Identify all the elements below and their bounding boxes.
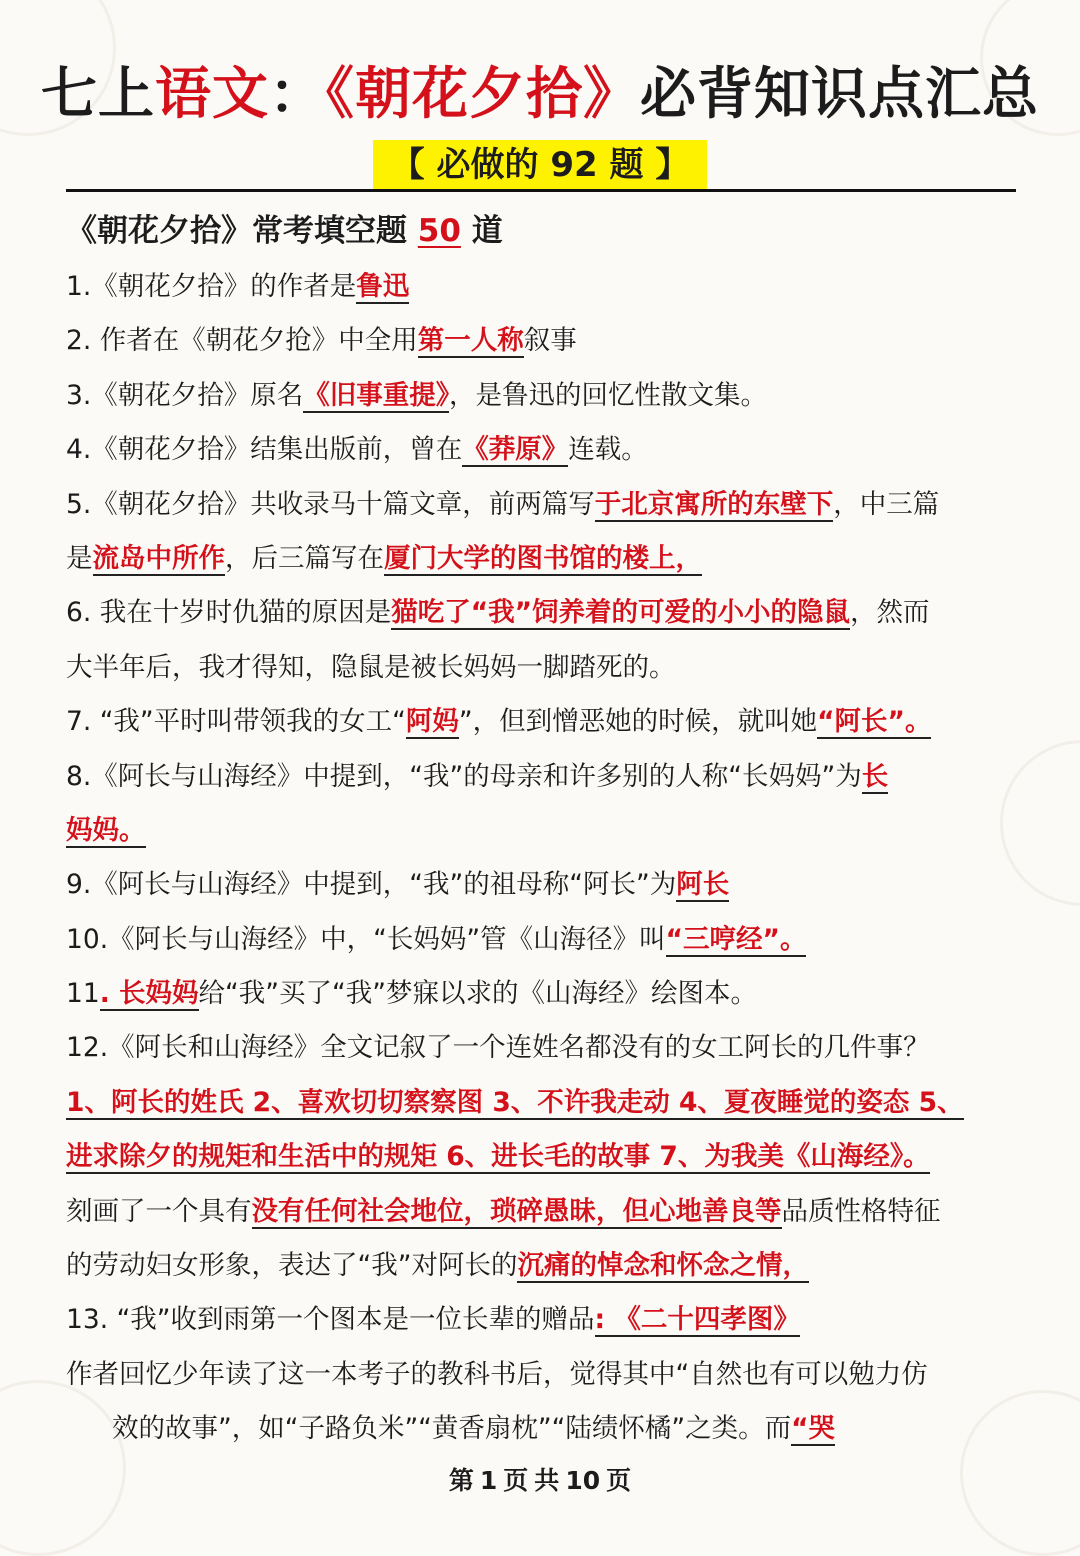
answer: “阿长”。	[817, 706, 932, 738]
question-12-answer-2	[66, 1132, 1016, 1186]
answer: 妈妈。	[66, 814, 146, 846]
answer: . 长妈妈	[99, 978, 199, 1010]
answer: 进求除夕的规矩和生活中的规矩 6、进长毛的故事 7、为我美《山海经》。	[66, 1141, 930, 1173]
answer: 沉痛的悼念和怀念之情，	[517, 1250, 809, 1282]
question-count: 50	[417, 213, 461, 249]
question-9: 9.《阿长与山海经》中提到，“我”的祖母称“阿长”为阿长	[66, 869, 730, 901]
question-list	[66, 262, 1016, 1459]
answer: 《莽原》	[462, 434, 569, 466]
question-7: 7. “我”平时叫带领我的女工“阿妈”，但到憎恶她的时候，就叫她“阿长”。	[66, 706, 932, 738]
answer: 阿妈	[405, 706, 459, 738]
question-5: 5.《朝花夕拾》共收录马十篇文章，前两篇写于北京寓所的东壁下，中三篇	[66, 488, 940, 520]
answer: 厦门大学的图书馆的楼上，	[384, 542, 702, 574]
answer: 没有任何社会地位，琐碎愚昧，但心地善良等	[251, 1195, 782, 1227]
answer: 于北京寓所的东壁下	[594, 488, 834, 520]
question-12: 12.《阿长和山海经》全文记叙了一个连姓名都没有的女工阿长的几件事？	[66, 1032, 930, 1064]
answer: 猫吃了“我”饲养着的可爱的小小的隐鼠	[391, 597, 851, 629]
current-page: 1	[479, 1466, 498, 1495]
question-13-continued: 作者回忆少年读了这一本考子的教科书后，觉得其中“自然也有可以勉力仿	[66, 1358, 928, 1390]
answer: 流岛中所作	[92, 542, 225, 574]
question-13: 13. “我”收到雨第一个图本是一位长辈的赠品: 《二十四孝图》	[66, 1304, 800, 1336]
question-13-continued-2: 效的故事”，如“子路负米”“黄香扇枕”“陆绩怀橘”之类。而“哭	[112, 1413, 836, 1445]
answer: : 《二十四孝图》	[594, 1304, 800, 1336]
total-pages: 10	[565, 1466, 601, 1495]
answer: “哭	[791, 1413, 836, 1445]
answer: 《旧事重提》	[303, 379, 450, 411]
question-6: 6. 我在十岁时仇猫的原因是猫吃了“我”饲养着的可爱的小小的隐鼠，然而	[66, 597, 930, 629]
question-11: 11. 长妈妈给“我”买了“我”梦寐以求的《山海经》绘图本。	[66, 978, 757, 1010]
question-5-continued: 是流岛中所作，后三篇写在厦门大学的图书馆的楼上，	[66, 542, 702, 574]
question-12-trait-line: 刻画了一个具有没有任何社会地位，琐碎愚昧，但心地善良等品质性格特征	[66, 1195, 941, 1227]
title-divider	[66, 189, 1016, 192]
answer: “三哼经”。	[665, 923, 807, 955]
question-1: 1.《朝花夕拾》的作者是鲁迅	[66, 271, 410, 302]
question-2: 2. 作者在《朝花夕抢》中全用第一人称叙事	[66, 325, 577, 357]
question-8-continued	[66, 806, 1016, 860]
question-6-continued: 大半年后，我才得知，隐鼠是被长妈妈一脚踏死的。	[66, 651, 676, 683]
page-title: 七上语文：《朝花夕拾》必背知识点汇总	[41, 62, 1039, 127]
page-footer: 第 1 页 共 10 页	[448, 1466, 632, 1495]
question-12-answer-1	[66, 1078, 1016, 1132]
section-heading: 《朝花夕拾》常考填空题 50 道	[66, 213, 503, 249]
answer: 第一人称	[417, 325, 524, 357]
answer: 1、阿长的姓氏 2、喜欢切切察察图 3、不许我走动 4、夏夜睡觉的姿态 5、	[66, 1086, 964, 1118]
answer: 阿长	[676, 869, 730, 901]
answer: 长	[861, 760, 889, 792]
question-10: 10.《阿长与山海经》中，“长妈妈”管《山海径》叫“三哼经”。	[66, 923, 807, 955]
question-8: 8.《阿长与山海经》中提到，“我”的母亲和许多别的人称“长妈妈”为长	[66, 760, 889, 792]
question-count-badge: 【 必做的 92 题 】	[373, 140, 708, 190]
question-4: 4.《朝花夕拾》结集出版前，曾在《莽原》连载。	[66, 434, 648, 466]
answer: 鲁迅	[356, 271, 410, 302]
question-3: 3.《朝花夕拾》原名《旧事重提》，是鲁迅的回忆性散文集。	[66, 379, 768, 411]
question-12-emotion-line: 的劳动妇女形象，表达了“我”对阿长的沉痛的悼念和怀念之情，	[66, 1250, 809, 1282]
badge-wrapper	[0, 140, 1080, 190]
